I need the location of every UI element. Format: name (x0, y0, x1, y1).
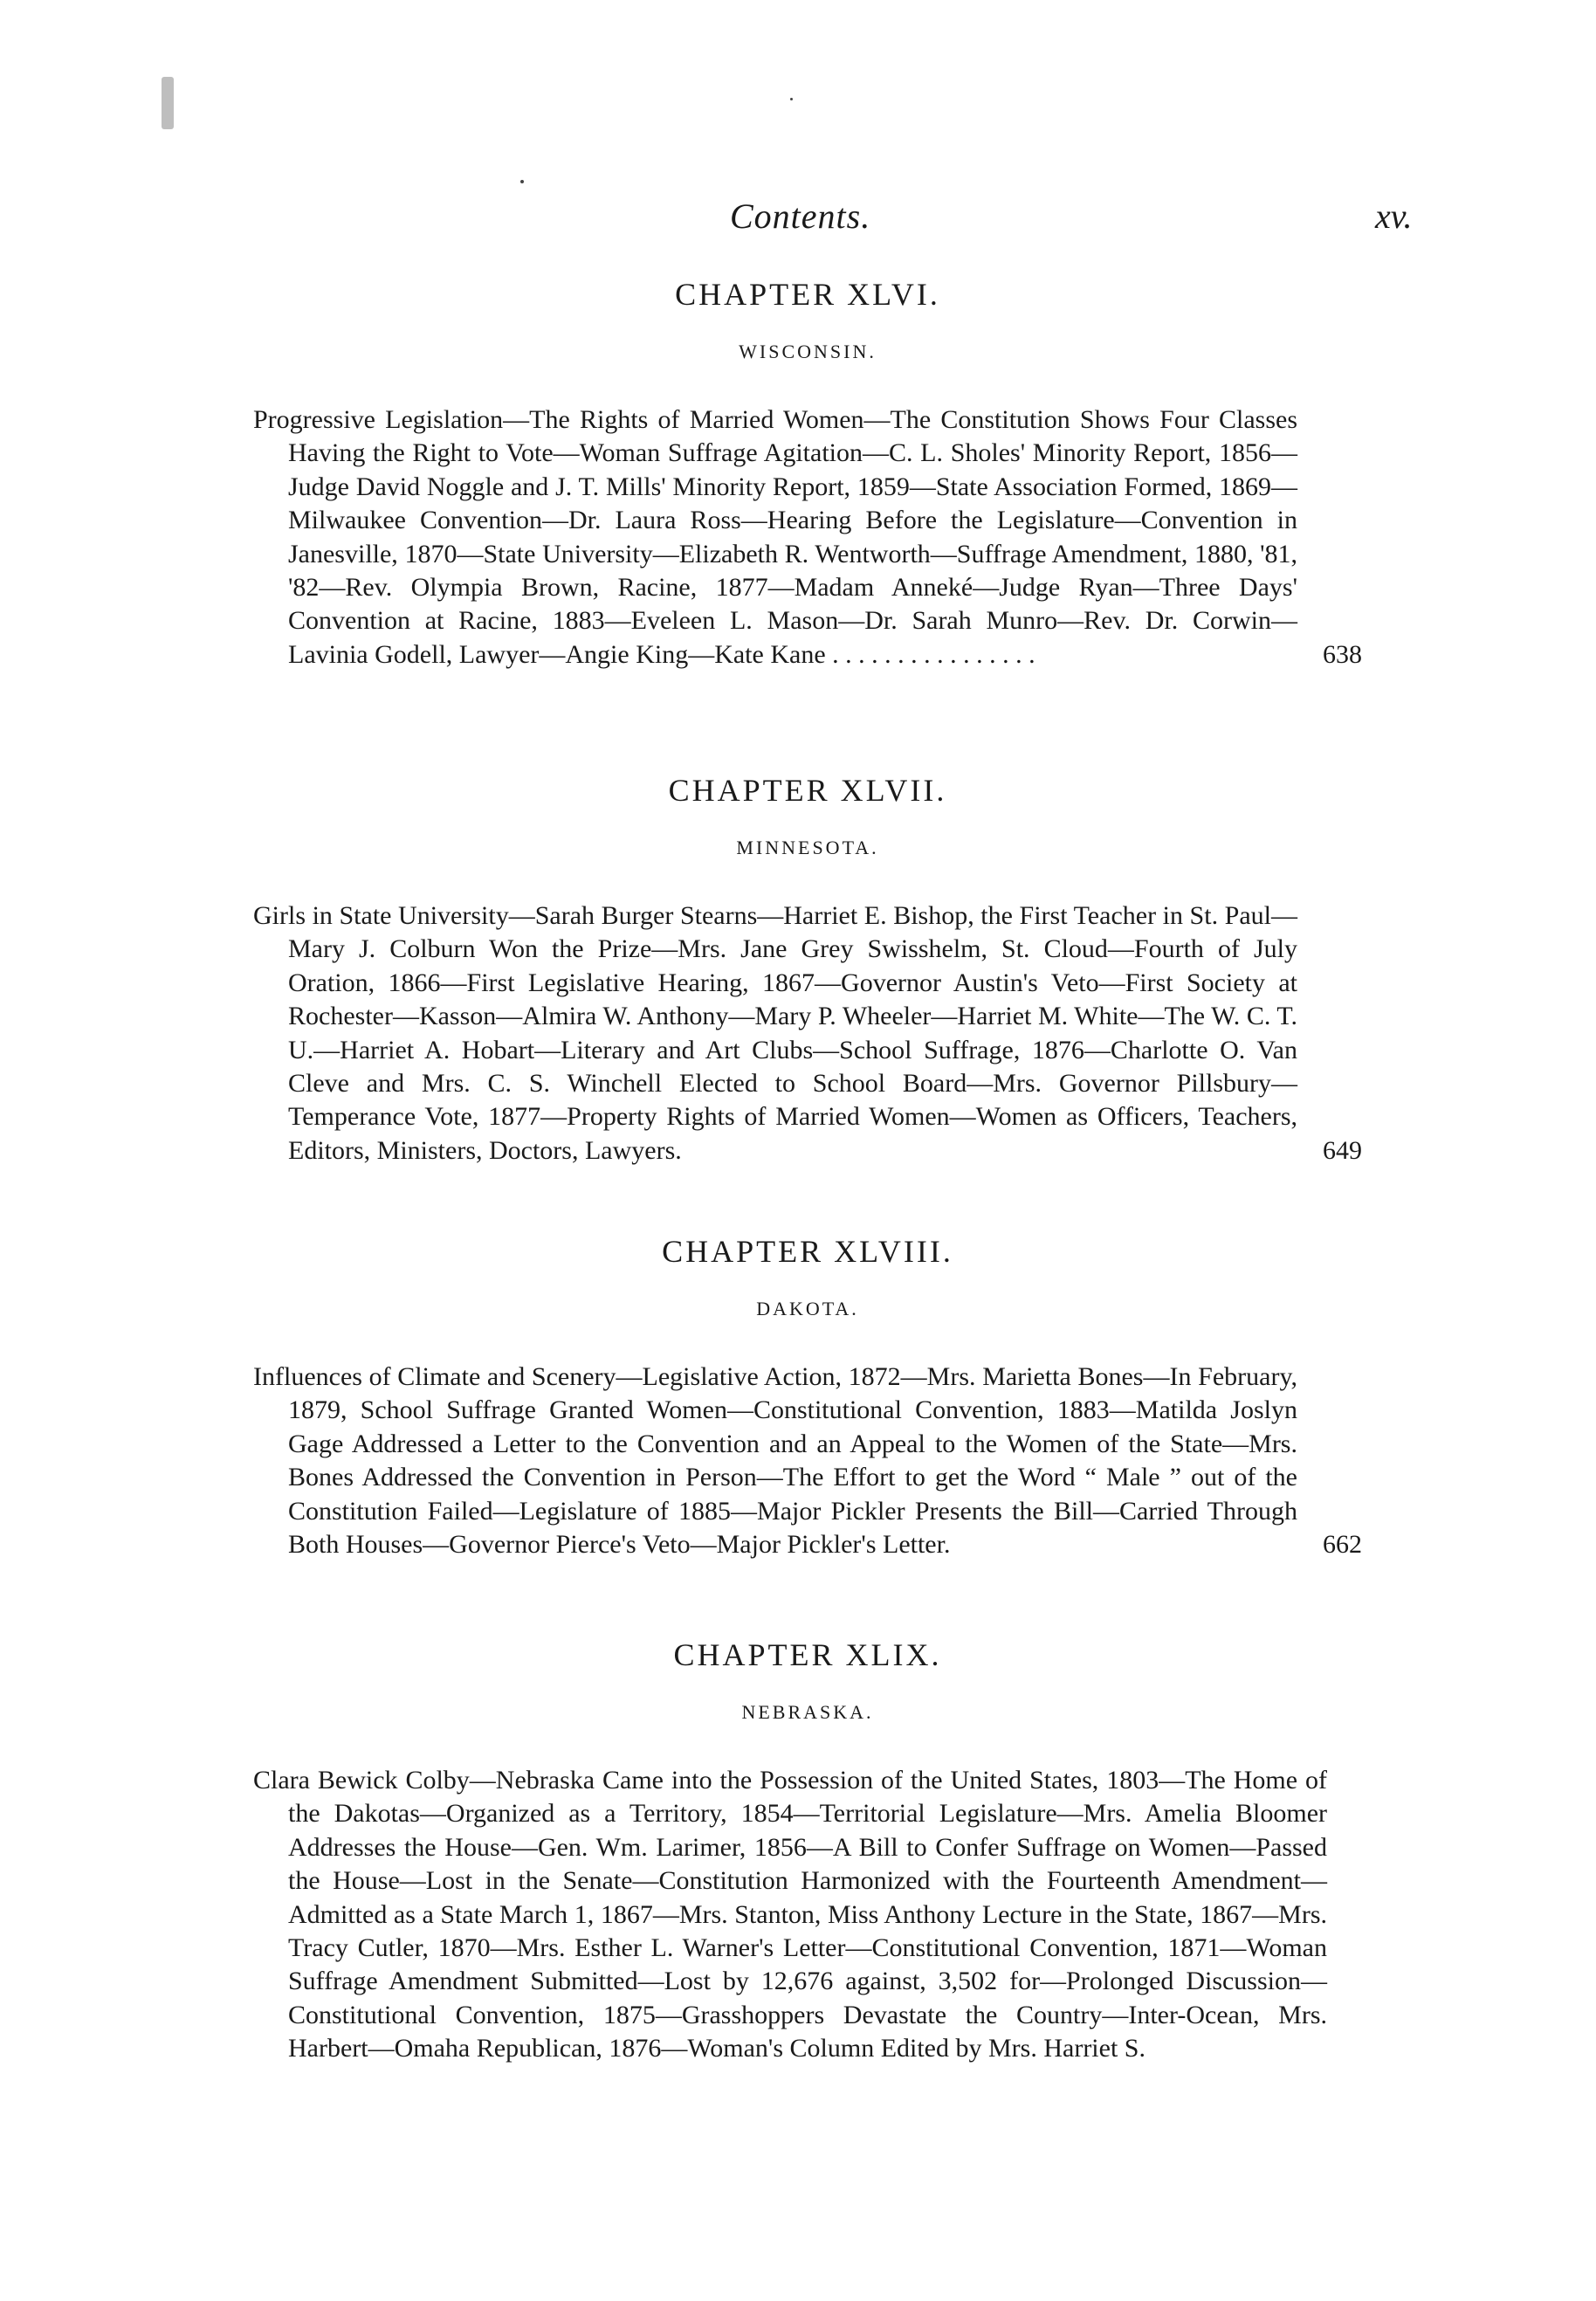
chapter-entry (253, 1633, 1362, 2066)
page-number: xv. (1375, 196, 1413, 236)
chapter-state: MINNESOTA. (736, 837, 879, 858)
chapter-page-ref: 649 (1323, 1135, 1362, 1165)
chapter-summary: Progressive Legislation—The Rights of Married Women—The Constitution Shows Four Classes Having the Right to Vote—Woman Suffrage Agitation—C. L. Sholes' Minority Report, 1856—Judge David Noggle and J. T. Mills' Minority Report, 1859—State Association Formed, 1869—Milwaukee Convention—Dr. Laura Ross—Hearing Before the Legislature—Convention in Janesville, 1870—State University—Elizabeth R. Wentworth—Suffrage Amendment, 1880, '81, '82—Rev. Olympia Brown, Racine, 1877—Madam Anneké—Judge Ryan—Three Days' Convention at Racine, 1883—Eveleen L. Mason—Dr. Sarah Munro—Rev. Dr. Corwin—Lavinia Godell, Lawyer—Angie King—Kate Kane . . . . . . . . . . . . . . . . (253, 405, 1297, 669)
chapter-state: NEBRASKA. (741, 1701, 874, 1723)
running-title: Contents. (730, 196, 871, 236)
chapter-summary-block (253, 1764, 1362, 2066)
chapter-page-ref: 662 (1323, 1530, 1362, 1560)
chapter-summary: Clara Bewick Colby—Nebraska Came into the Possession of the United States, 1803—The Home of the Dakotas—Organized as a Territory, 1854—Territorial Legislature—Mrs. Amelia Bloomer Addresses the House—Gen. Wm. Larimer, 1856—A Bill to Confer Suffrage on Women—Passed the House—Lost in the Senate—Constitution Harmonized with the Fourteenth Amendment—Admitted as a State March 1, 1867—Mrs. Stanton, Miss Anthony Lecture in the State, 1867—Mrs. Tracy Cutler, 1870—Mrs. Esther L. Warner's Letter—Constitutional Convention, 1871—Woman Suffrage Amendment Submitted—Lost by 12,676 against, 3,502 for—Prolonged Discussion—Constitutional Convention, 1875—Grasshoppers Devastate the Country—Inter-Ocean, Mrs. Harbert—Omaha Republican, 1876—Woman's Column Edited by Mrs. Harriet S. (253, 1766, 1327, 2063)
chapter-entry (253, 272, 1362, 672)
chapter-summary: Influences of Climate and Scenery—Legislative Action, 1872—Mrs. Marietta Bones—In February, 1879, School Suffrage Granted Women—Constitutional Convention, 1883—Matilda Joslyn Gage Addressed a Letter to the Convention and an Appeal to the Women of the State—Mrs. Bones Addressed the Convention in Person—The Effort to get the Word “ Male ” out of the Constitution Failed—Legislature of 1885—Major Pickler Presents the Bill—Carried Through Both Houses—Governor Pierce's Veto—Major Pickler's Letter. (253, 1362, 1297, 1560)
chapter-summary-block (253, 1361, 1362, 1561)
chapter-entry (253, 768, 1362, 1168)
scan-speck (790, 98, 793, 100)
chapter-state: WISCONSIN. (739, 341, 877, 362)
chapter-heading: CHAPTER XLVI. (675, 277, 940, 312)
chapter-summary-block (253, 403, 1362, 672)
running-head (0, 196, 1596, 248)
scan-speck (520, 180, 524, 183)
chapter-summary: Girls in State University—Sarah Burger Stearns—Harriet E. Bishop, the First Teacher in St. Paul—Mary J. Colburn Won the Prize—Mrs. Jane Grey Swisshelm, St. Cloud—Fourth of July Oration, 1866—First Legislative Hearing, 1867—Governor Austin's Veto—First Society at Rochester—Kasson—Almira W. Anthony—Mary P. Wheeler—Harriet M. White—The W. C. T. U.—Harriet A. Hobart—Literary and Art Clubs—School Suffrage, 1876—Charlotte O. Van Cleve and Mrs. C. S. Winchell Elected to School Board—Mrs. Governor Pillsbury—Temperance Vote, 1877—Property Rights of Married Women—Women as Officers, Teachers, Editors, Ministers, Doctors, Lawyers. (253, 901, 1297, 1165)
chapter-entry (253, 1230, 1362, 1561)
chapter-heading: CHAPTER XLVIII. (662, 1234, 953, 1269)
chapter-summary-block (253, 899, 1362, 1168)
scan-speck (162, 77, 174, 129)
chapter-heading: CHAPTER XLIX. (673, 1637, 942, 1672)
chapter-state: DAKOTA. (756, 1298, 859, 1319)
chapter-page-ref: 638 (1323, 639, 1362, 669)
chapter-heading: CHAPTER XLVII. (668, 773, 947, 808)
